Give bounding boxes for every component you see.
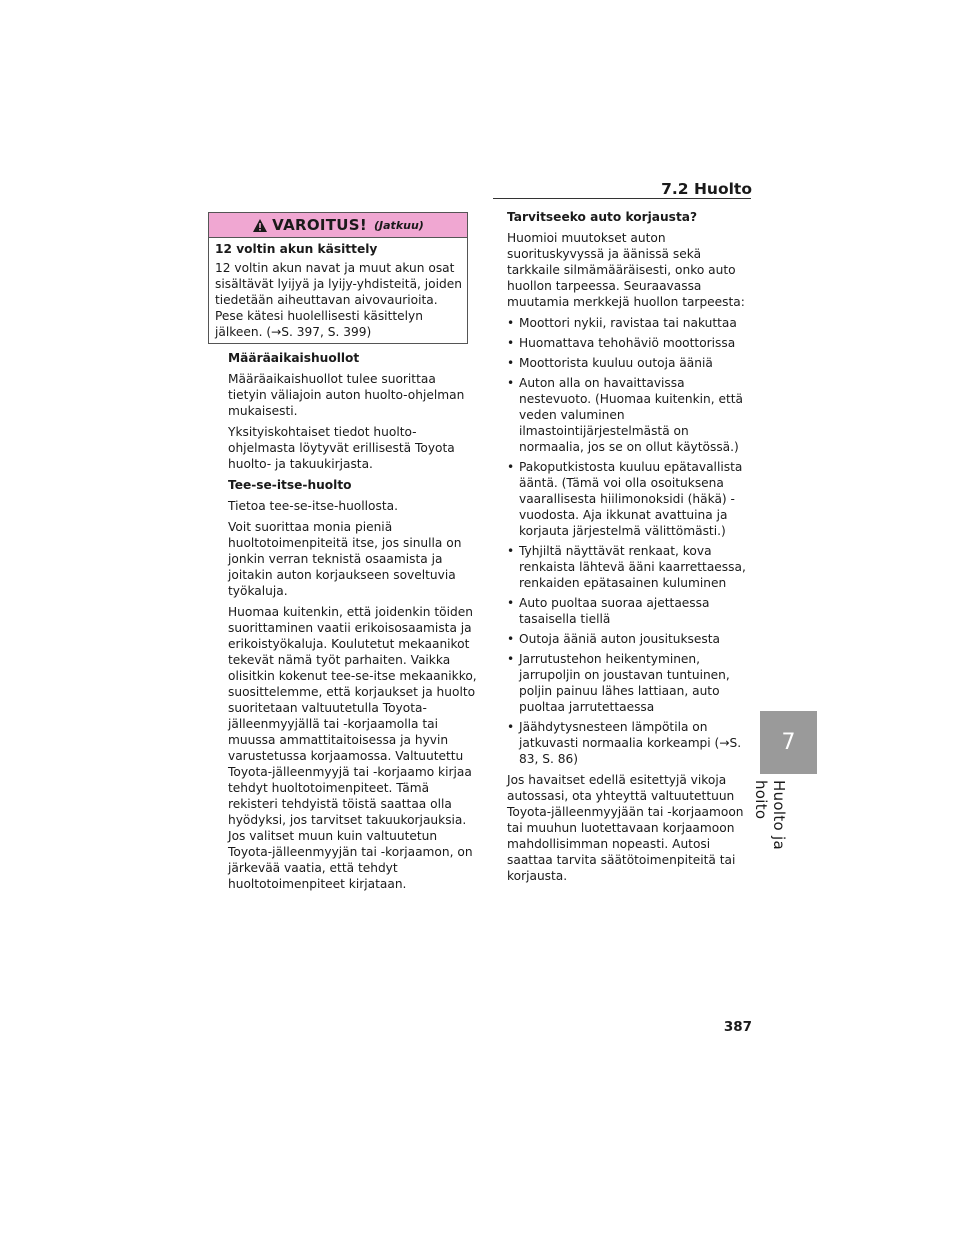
- list-item: • Auto puoltaa suoraa ajettaessa tasaisella tiellä: [507, 595, 755, 627]
- heading-scheduled-maintenance: Määräaikaishuollot: [228, 351, 360, 365]
- list-item: • Auton alla on havaittavissa nestevuoto. (Huomaa kuitenkin, että veden valuminen ilmastointijärjestelmästä on normaalia, jos se on ollut käytössä.): [507, 375, 755, 455]
- list-item: • Moottorista kuuluu outoja ääniä: [507, 355, 755, 371]
- warning-body: [209, 238, 467, 340]
- warning-header: [209, 213, 467, 238]
- warning-subtitle: 12 voltin akun käsittely: [215, 242, 378, 256]
- list-item: • Jäähdytysnesteen lämpötila on jatkuvasti normaalia korkeampi (→S. 83, S. 86): [507, 719, 755, 767]
- heading-repair-needed: Tarvitseeko auto korjausta?: [507, 210, 698, 224]
- warning-box: [208, 212, 468, 344]
- list-item: • Moottori nykii, ravistaa tai nakuttaa: [507, 315, 755, 331]
- paragraph: Jos havaitset edellä esitettyjä vikoja autossasi, ota yhteyttä valtuutettuun Toyota-jälleenmyyjään tai -korjaamoon tai muuhun luotettavaan korjaamoon mahdollisimman nopeasti. Autosi saattaa tarvita säätötoimenpiteitä tai korjausta.: [507, 773, 744, 883]
- symptom-list: [507, 315, 755, 767]
- chapter-label: Huolto ja hoito: [752, 780, 788, 851]
- page-number: 387: [723, 1019, 752, 1035]
- chapter-tab[interactable]: 7: [760, 711, 817, 774]
- right-column: [507, 209, 755, 889]
- list-item: • Huomattava tehohäviö moottorissa: [507, 335, 755, 351]
- paragraph: Voit suorittaa monia pieniä huoltotoimenpiteitä itse, jos sinulla on jonkin verran teknistä osaamista ja joitakin auton korjaukseen soveltuvia työkaluja.: [228, 520, 462, 598]
- warning-text: 12 voltin akun navat ja muut akun osat sisältävät lyijyä ja lyijy-yhdisteitä, joiden tiedetään aiheuttavan aivovaurioita. Pese kätesi huolellisesti käsittelyn jälkeen. (→S. 397, S. 399): [215, 261, 462, 339]
- paragraph: Määräaikaishuollot tulee suorittaa tietyin väliajoin auton huolto-ohjelman mukaisesti.: [228, 372, 465, 418]
- list-item: • Tyhjiltä näyttävät renkaat, kova renkaista lähtevä ääni kaarrettaessa, renkaiden epätasainen kuluminen: [507, 543, 755, 591]
- section-header: 7.2 Huolto: [661, 180, 752, 198]
- warning-triangle-icon: [252, 218, 268, 233]
- list-item: • Jarrutustehon heikentyminen, jarrupoljin on joustavan tuntuinen, poljin painuu lähes lattiaan, auto puoltaa jarrutettaessa: [507, 651, 755, 715]
- list-item: • Pakoputkistosta kuuluu epätavallista ääntä. (Tämä voi olla osoituksena vaarallisesta hiilimonoksidi (häkä) -vuodosta. Aja ikkunat avattuina ja korjauta järjestelmä välittömästi.): [507, 459, 755, 539]
- heading-diy-maintenance: Tee-se-itse-huolto: [228, 478, 352, 492]
- warning-title: VAROITUS!: [272, 216, 368, 234]
- warning-continued: (Jatkuu): [374, 218, 424, 232]
- header-divider: [493, 198, 751, 199]
- list-item: • Outoja ääniä auton jousituksesta: [507, 631, 755, 647]
- paragraph: Huomaa kuitenkin, että joidenkin töiden suorittaminen vaatii erikoisosaamista ja erikoistyökaluja. Koulutetut mekaanikot tekevät nämä työt parhaiten. Vaikka olisitkin kokenut tee-se-itse mekaanikko, suosittelemme, että korjaukset ja huolto suoritetaan valtuutetulla Toyota-jälleenmyyjällä tai -korjaamolla tai muussa ammattitaitoisessa ja hyvin varustetussa korjaamossa. Valtuutettu Toyota-jälleenmyyjä tai -korjaamo kirjaa tehdyt huoltotoimenpiteet. Tämä rekisteri tehdyistä töistä saattaa olla hyödyksi, jos tarvitset takuukorjauksia. Jos valitset muun kuin valtuutetun Toyota-jälleenmyyjän tai -korjaamon, on järkevää vaatia, että tehdyt huoltotoimenpiteet kirjataan.: [228, 605, 477, 891]
- left-column: [228, 350, 478, 897]
- paragraph: Huomioi muutokset auton suorituskyvyssä ja äänissä sekä tarkkaile silmämääräisesti, onko auto huollon tarpeessa. Seuraavassa muutamia merkkejä huollon tarpeesta:: [507, 231, 745, 309]
- paragraph: Tietoa tee-se-itse-huollosta.: [228, 499, 398, 513]
- paragraph: Yksityiskohtaiset tiedot huolto-ohjelmasta löytyvät erillisestä Toyota huolto- ja takuukirjasta.: [228, 425, 455, 471]
